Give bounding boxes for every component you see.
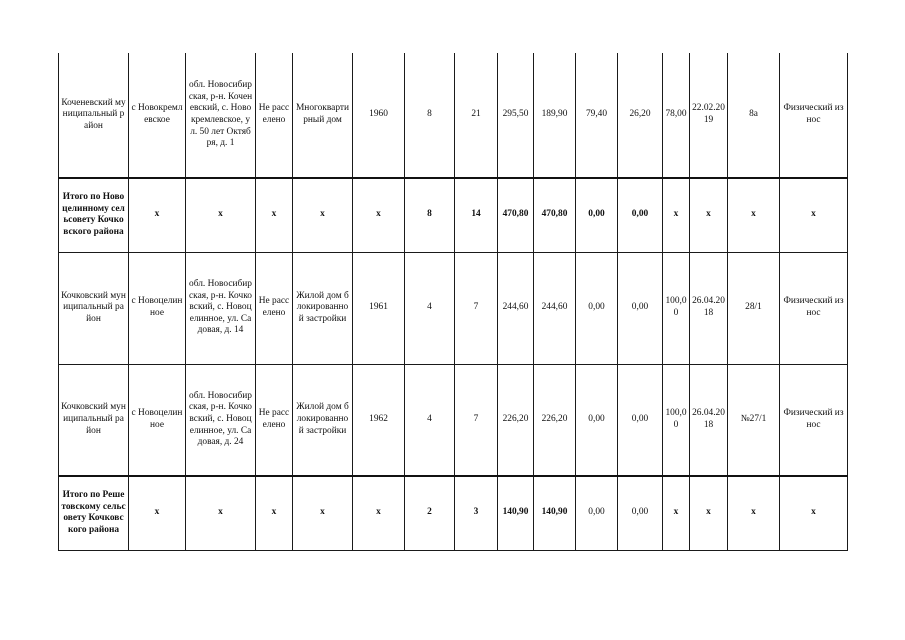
- table-cell: Физический износ: [780, 364, 848, 476]
- table-cell: 0,00: [576, 252, 618, 364]
- table-cell: 79,40: [576, 53, 618, 178]
- table-cell: Кочковский муниципальный район: [59, 252, 129, 364]
- table-cell: 4: [405, 252, 455, 364]
- table-cell: обл. Новосибирская, р-н. Кочковский, с. Новоцелинное, ул. Садовая, д. 14: [186, 252, 256, 364]
- table-cell: 8: [405, 53, 455, 178]
- table-cell: обл. Новосибирская, р-н. Коченевский, с. Новокремлевское, ул. 50 лет Октября, д. 1: [186, 53, 256, 178]
- table-cell: Многоквартирный дом: [293, 53, 353, 178]
- table-cell: 244,60: [534, 252, 576, 364]
- table-cell: x: [186, 178, 256, 252]
- table-cell: x: [129, 178, 186, 252]
- table-cell: x: [293, 476, 353, 550]
- table-cell: x: [256, 178, 293, 252]
- table-cell: 28/1: [728, 252, 780, 364]
- table-cell: Физический износ: [780, 53, 848, 178]
- table-cell: №27/1: [728, 364, 780, 476]
- table-cell: 244,60: [498, 252, 534, 364]
- table-cell: с Новоцелинное: [129, 364, 186, 476]
- table-cell: 3: [455, 476, 498, 550]
- table-cell: 470,80: [534, 178, 576, 252]
- table-cell: 26.04.2018: [690, 252, 728, 364]
- table-cell: 189,90: [534, 53, 576, 178]
- table-cell: 100,00: [663, 364, 690, 476]
- table-cell: 0,00: [576, 476, 618, 550]
- table-cell: x: [663, 476, 690, 550]
- table-cell: x: [690, 476, 728, 550]
- table-row: [59, 252, 848, 364]
- table-cell: Жилой дом блокированной застройки: [293, 252, 353, 364]
- table-cell: 22.02.2019: [690, 53, 728, 178]
- table-cell: 470,80: [498, 178, 534, 252]
- table-cell: x: [690, 178, 728, 252]
- table-cell: 140,90: [534, 476, 576, 550]
- table-cell: 14: [455, 178, 498, 252]
- table-cell: обл. Новосибирская, р-н. Кочковский, с. Новоцелинное, ул. Садовая, д. 24: [186, 364, 256, 476]
- table-cell: 78,00: [663, 53, 690, 178]
- table-cell: 4: [405, 364, 455, 476]
- table-cell: 0,00: [618, 252, 663, 364]
- table-cell: 0,00: [618, 178, 663, 252]
- table-cell: x: [663, 178, 690, 252]
- table-cell: Не расселено: [256, 53, 293, 178]
- table-row: [59, 364, 848, 476]
- table-row: [59, 53, 848, 178]
- table-cell: x: [353, 476, 405, 550]
- table-cell: 0,00: [576, 364, 618, 476]
- table-cell: с Новоцелинное: [129, 252, 186, 364]
- table-cell: 8а: [728, 53, 780, 178]
- table-cell: 226,20: [498, 364, 534, 476]
- table-cell: 21: [455, 53, 498, 178]
- table-cell: 2: [405, 476, 455, 550]
- table-cell: Коченевский муниципальный район: [59, 53, 129, 178]
- table-cell: x: [780, 476, 848, 550]
- table-cell: Жилой дом блокированной застройки: [293, 364, 353, 476]
- table-cell: x: [256, 476, 293, 550]
- housing-register-table: [58, 53, 848, 551]
- table-cell: с Новокремлевское: [129, 53, 186, 178]
- table-cell: Физический износ: [780, 252, 848, 364]
- table-cell: Итого по Решетовскому сельсовету Кочковского района: [59, 476, 129, 550]
- table-cell: 0,00: [618, 364, 663, 476]
- table-cell: x: [780, 178, 848, 252]
- table-row-total: [59, 178, 848, 252]
- table-cell: x: [186, 476, 256, 550]
- table-cell: 1962: [353, 364, 405, 476]
- table-cell: 26.04.2018: [690, 364, 728, 476]
- table-cell: 0,00: [576, 178, 618, 252]
- table-cell: Кочковский муниципальный район: [59, 364, 129, 476]
- table-cell: 100,00: [663, 252, 690, 364]
- table-cell: Итого по Новоцелинному сельсовету Кочковского района: [59, 178, 129, 252]
- table-cell: Не расселено: [256, 364, 293, 476]
- table-cell: 8: [405, 178, 455, 252]
- table-cell: x: [728, 476, 780, 550]
- table-body: [59, 53, 848, 550]
- table-cell: x: [129, 476, 186, 550]
- table-cell: x: [353, 178, 405, 252]
- table-cell: 226,20: [534, 364, 576, 476]
- table-cell: x: [293, 178, 353, 252]
- table-cell: 295,50: [498, 53, 534, 178]
- table-cell: 7: [455, 364, 498, 476]
- table-cell: x: [728, 178, 780, 252]
- table-cell: 26,20: [618, 53, 663, 178]
- table-cell: 1960: [353, 53, 405, 178]
- table-row-total: [59, 476, 848, 550]
- table-cell: 140,90: [498, 476, 534, 550]
- table-cell: Не расселено: [256, 252, 293, 364]
- table-cell: 1961: [353, 252, 405, 364]
- table-cell: 7: [455, 252, 498, 364]
- table-cell: 0,00: [618, 476, 663, 550]
